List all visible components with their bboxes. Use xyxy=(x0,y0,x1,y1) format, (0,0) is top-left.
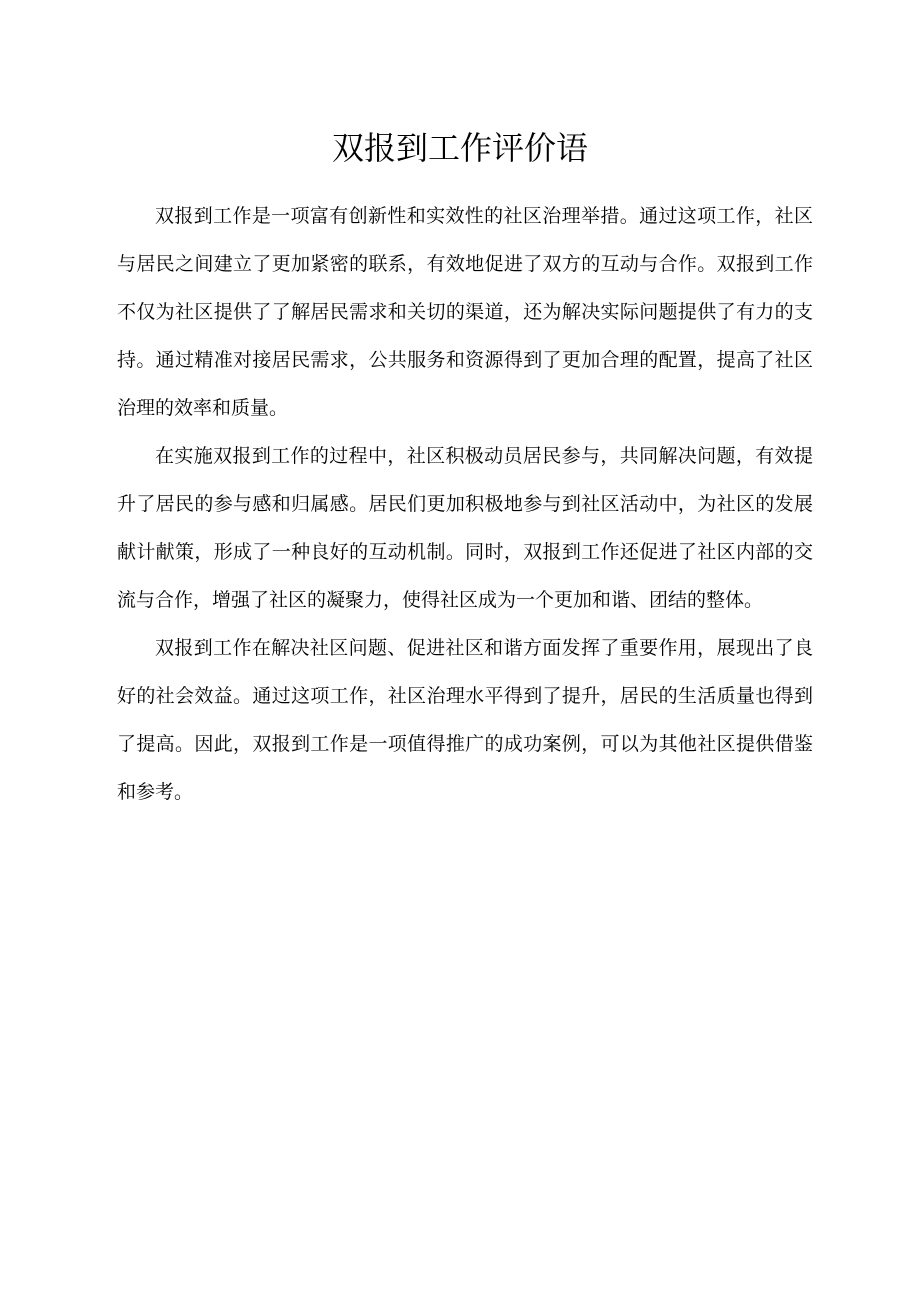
document-body xyxy=(117,192,813,816)
paragraph-3: 双报到工作在解决社区问题、促进社区和谐方面发挥了重要作用，展现出了良好的社会效益。通过这项工作，社区治理水平得到了提升，居民的生活质量也得到了提高。因此，双报到工作是一项值得推广的成功案例，可以为其他社区提供借鉴和参考。 xyxy=(117,637,813,803)
paragraph-1: 双报到工作是一项富有创新性和实效性的社区治理举措。通过这项工作，社区与居民之间建立了更加紧密的联系，有效地促进了双方的互动与合作。双报到工作不仅为社区提供了了解居民需求和关切的渠道，还为解决实际问题提供了有力的支持。通过精准对接居民需求，公共服务和资源得到了更加合理的配置，提高了社区治理的效率和质量。 xyxy=(117,205,813,419)
paragraph-2: 在实施双报到工作的过程中，社区积极动员居民参与，共同解决问题，有效提升了居民的参与感和归属感。居民们更加积极地参与到社区活动中，为社区的发展献计献策，形成了一种良好的互动机制。同时，双报到工作还促进了社区内部的交流与合作，增强了社区的凝聚力，使得社区成为一个更加和谐、团结的整体。 xyxy=(117,445,813,611)
document-title: 双报到工作评价语 xyxy=(331,129,588,167)
